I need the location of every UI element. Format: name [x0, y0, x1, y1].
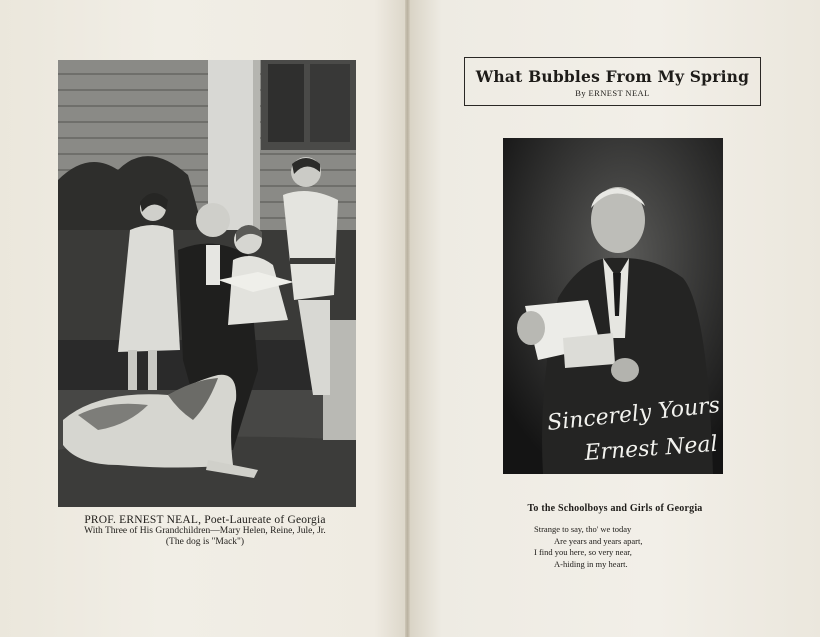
photo-caption: [30, 514, 380, 548]
caption-note: (The dog is "Mack"): [165, 537, 245, 547]
book-spine: [405, 0, 410, 637]
caption-title: PROF. ERNEST NEAL, Poet-Laureate of Georgia: [84, 514, 326, 526]
signature-line-2: Ernest Neal: [583, 431, 719, 466]
caption-subtitle: With Three of His Grandchildren—Mary Helen, Reine, Jule, Jr.: [84, 526, 326, 536]
dedication-heading: To the Schoolboys and Girls of Georgia: [527, 503, 703, 514]
poem-line: A-hiding in my heart.: [554, 558, 628, 569]
poem-line: I find you here, so very near,: [534, 547, 632, 557]
signature-line-1: Sincerely Yours: [546, 392, 722, 436]
poem-line: Strange to say, tho' we today: [534, 524, 632, 534]
family-photo: [58, 60, 356, 507]
book-title: What Bubbles From My Spring: [475, 67, 750, 86]
title-box: [464, 57, 761, 106]
byline: By ERNEST NEAL: [575, 88, 650, 98]
poem: [534, 524, 643, 570]
portrait-photo: [503, 138, 723, 474]
poem-line: Are years and years apart,: [554, 535, 643, 546]
